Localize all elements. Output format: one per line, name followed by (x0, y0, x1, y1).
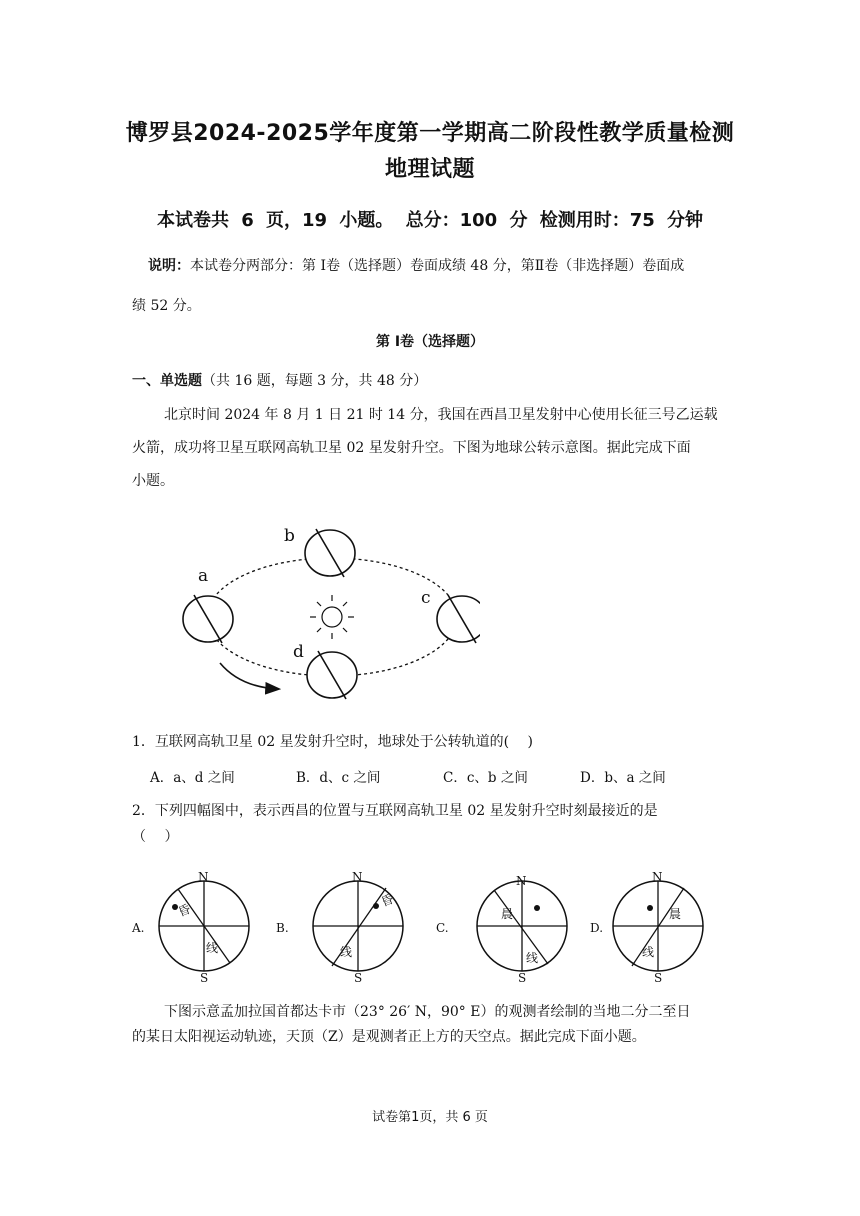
figure-c-option-label: C. (436, 921, 449, 935)
q2-figure-b (276, 870, 403, 985)
figure-c-north: N (516, 874, 527, 888)
question2-stem-line1: 2．下列四幅图中，表示西昌的位置与互联网高轨卫星 02 星发射升空时刻最接近的是 (132, 803, 658, 819)
question2-stem-line2: （ ） (132, 829, 179, 845)
label-c: c (421, 588, 431, 608)
label-a: a (198, 566, 209, 586)
revolution-direction-arrow (220, 663, 278, 689)
figure-b-south: S (354, 971, 363, 985)
figure-b-dusk-label: 昏 (379, 891, 396, 910)
q1-option-a: A．a、d 之间 (150, 770, 235, 786)
passage1-line2: 火箭，成功将卫星互联网高轨卫星 02 星发射升空。下图为地球公转示意图。据此完成下面 (132, 440, 691, 456)
figure-b-north: N (352, 870, 363, 884)
note-line2: 绩 52 分。 (132, 298, 201, 314)
exam-info-line: 本试卷共 6 页，19 小题。 总分：100 分 检测用时：75 分钟 (156, 210, 704, 231)
figure-a-option-label: A. (132, 921, 145, 935)
note-line1 (148, 252, 748, 280)
passage2-line2: 的某日太阳视运动轨迹，天顶（Z）是观测者正上方的天空点。据此完成下面小题。 (132, 1029, 646, 1045)
figure-d-option-label: D. (590, 921, 604, 935)
q1-option-d: D．b、a 之间 (580, 770, 666, 786)
subheading-rest: （共 16 题，每题 3 分，共 48 分） (202, 373, 428, 389)
figure-b-line-label: 线 (340, 945, 353, 959)
sun-icon (310, 595, 354, 639)
figure-a-south: S (200, 971, 209, 985)
q2-figure-c (436, 874, 567, 985)
figure-b-option-label: B. (276, 921, 289, 935)
passage1-line3: 小题。 (132, 473, 174, 489)
figure-a-line-label: 线 (206, 941, 219, 955)
figure-c-south: S (518, 971, 527, 985)
earth-position-a (183, 595, 233, 643)
note-text: 本试卷分两部分：第 Ⅰ卷（选择题）卷面成绩 48 分，第Ⅱ卷（非选择题）卷面成 (190, 258, 685, 274)
figure-c-line-label: 线 (526, 951, 539, 965)
figure-d-line-label: 线 (642, 945, 655, 959)
q2-figure-d (590, 870, 703, 985)
subheading-bold: 一、单选题 (132, 373, 202, 389)
figure-c-dawn-label: 晨 (501, 907, 514, 921)
page-footer: 试卷第1页，共 6 页 (372, 1110, 488, 1125)
question2-figures (128, 868, 738, 986)
figure-a-north: N (198, 870, 209, 884)
figure-d-dawn-label: 晨 (669, 907, 682, 921)
section-title: 第 Ⅰ卷（选择题） (375, 334, 485, 350)
figure-d-north: N (652, 870, 663, 884)
note-label: 说明： (148, 258, 190, 274)
q1-option-b: B．d、c 之间 (296, 770, 381, 786)
earth-orbit-diagram (160, 515, 480, 705)
earth-position-d (307, 651, 357, 699)
figure-a-dusk-label: 昏 (176, 901, 193, 920)
exam-title-line1: 博罗县2024-2025学年度第一学期高二阶段性教学质量检测 (125, 121, 735, 146)
earth-position-c (437, 595, 480, 643)
passage1-line1: 北京时间 2024 年 8 月 1 日 21 时 14 分，我国在西昌卫星发射中心使用长征三号乙运载 (164, 407, 718, 423)
label-b: b (284, 526, 295, 546)
figure-d-south: S (654, 971, 663, 985)
earth-position-b (305, 529, 355, 577)
question1-stem: 1．互联网高轨卫星 02 星发射升空时，地球处于公转轨道的( ) (132, 734, 533, 750)
section-subheading (132, 367, 427, 395)
q1-option-c: C．c、b 之间 (443, 770, 528, 786)
exam-title-line2: 地理试题 (384, 157, 475, 182)
label-d: d (293, 642, 304, 662)
q2-figure-a (131, 870, 249, 985)
passage2-line1: 下图示意孟加拉国首都达卡市（23° 26′ N，90° E）的观测者绘制的当地二分二至日 (164, 1004, 691, 1020)
